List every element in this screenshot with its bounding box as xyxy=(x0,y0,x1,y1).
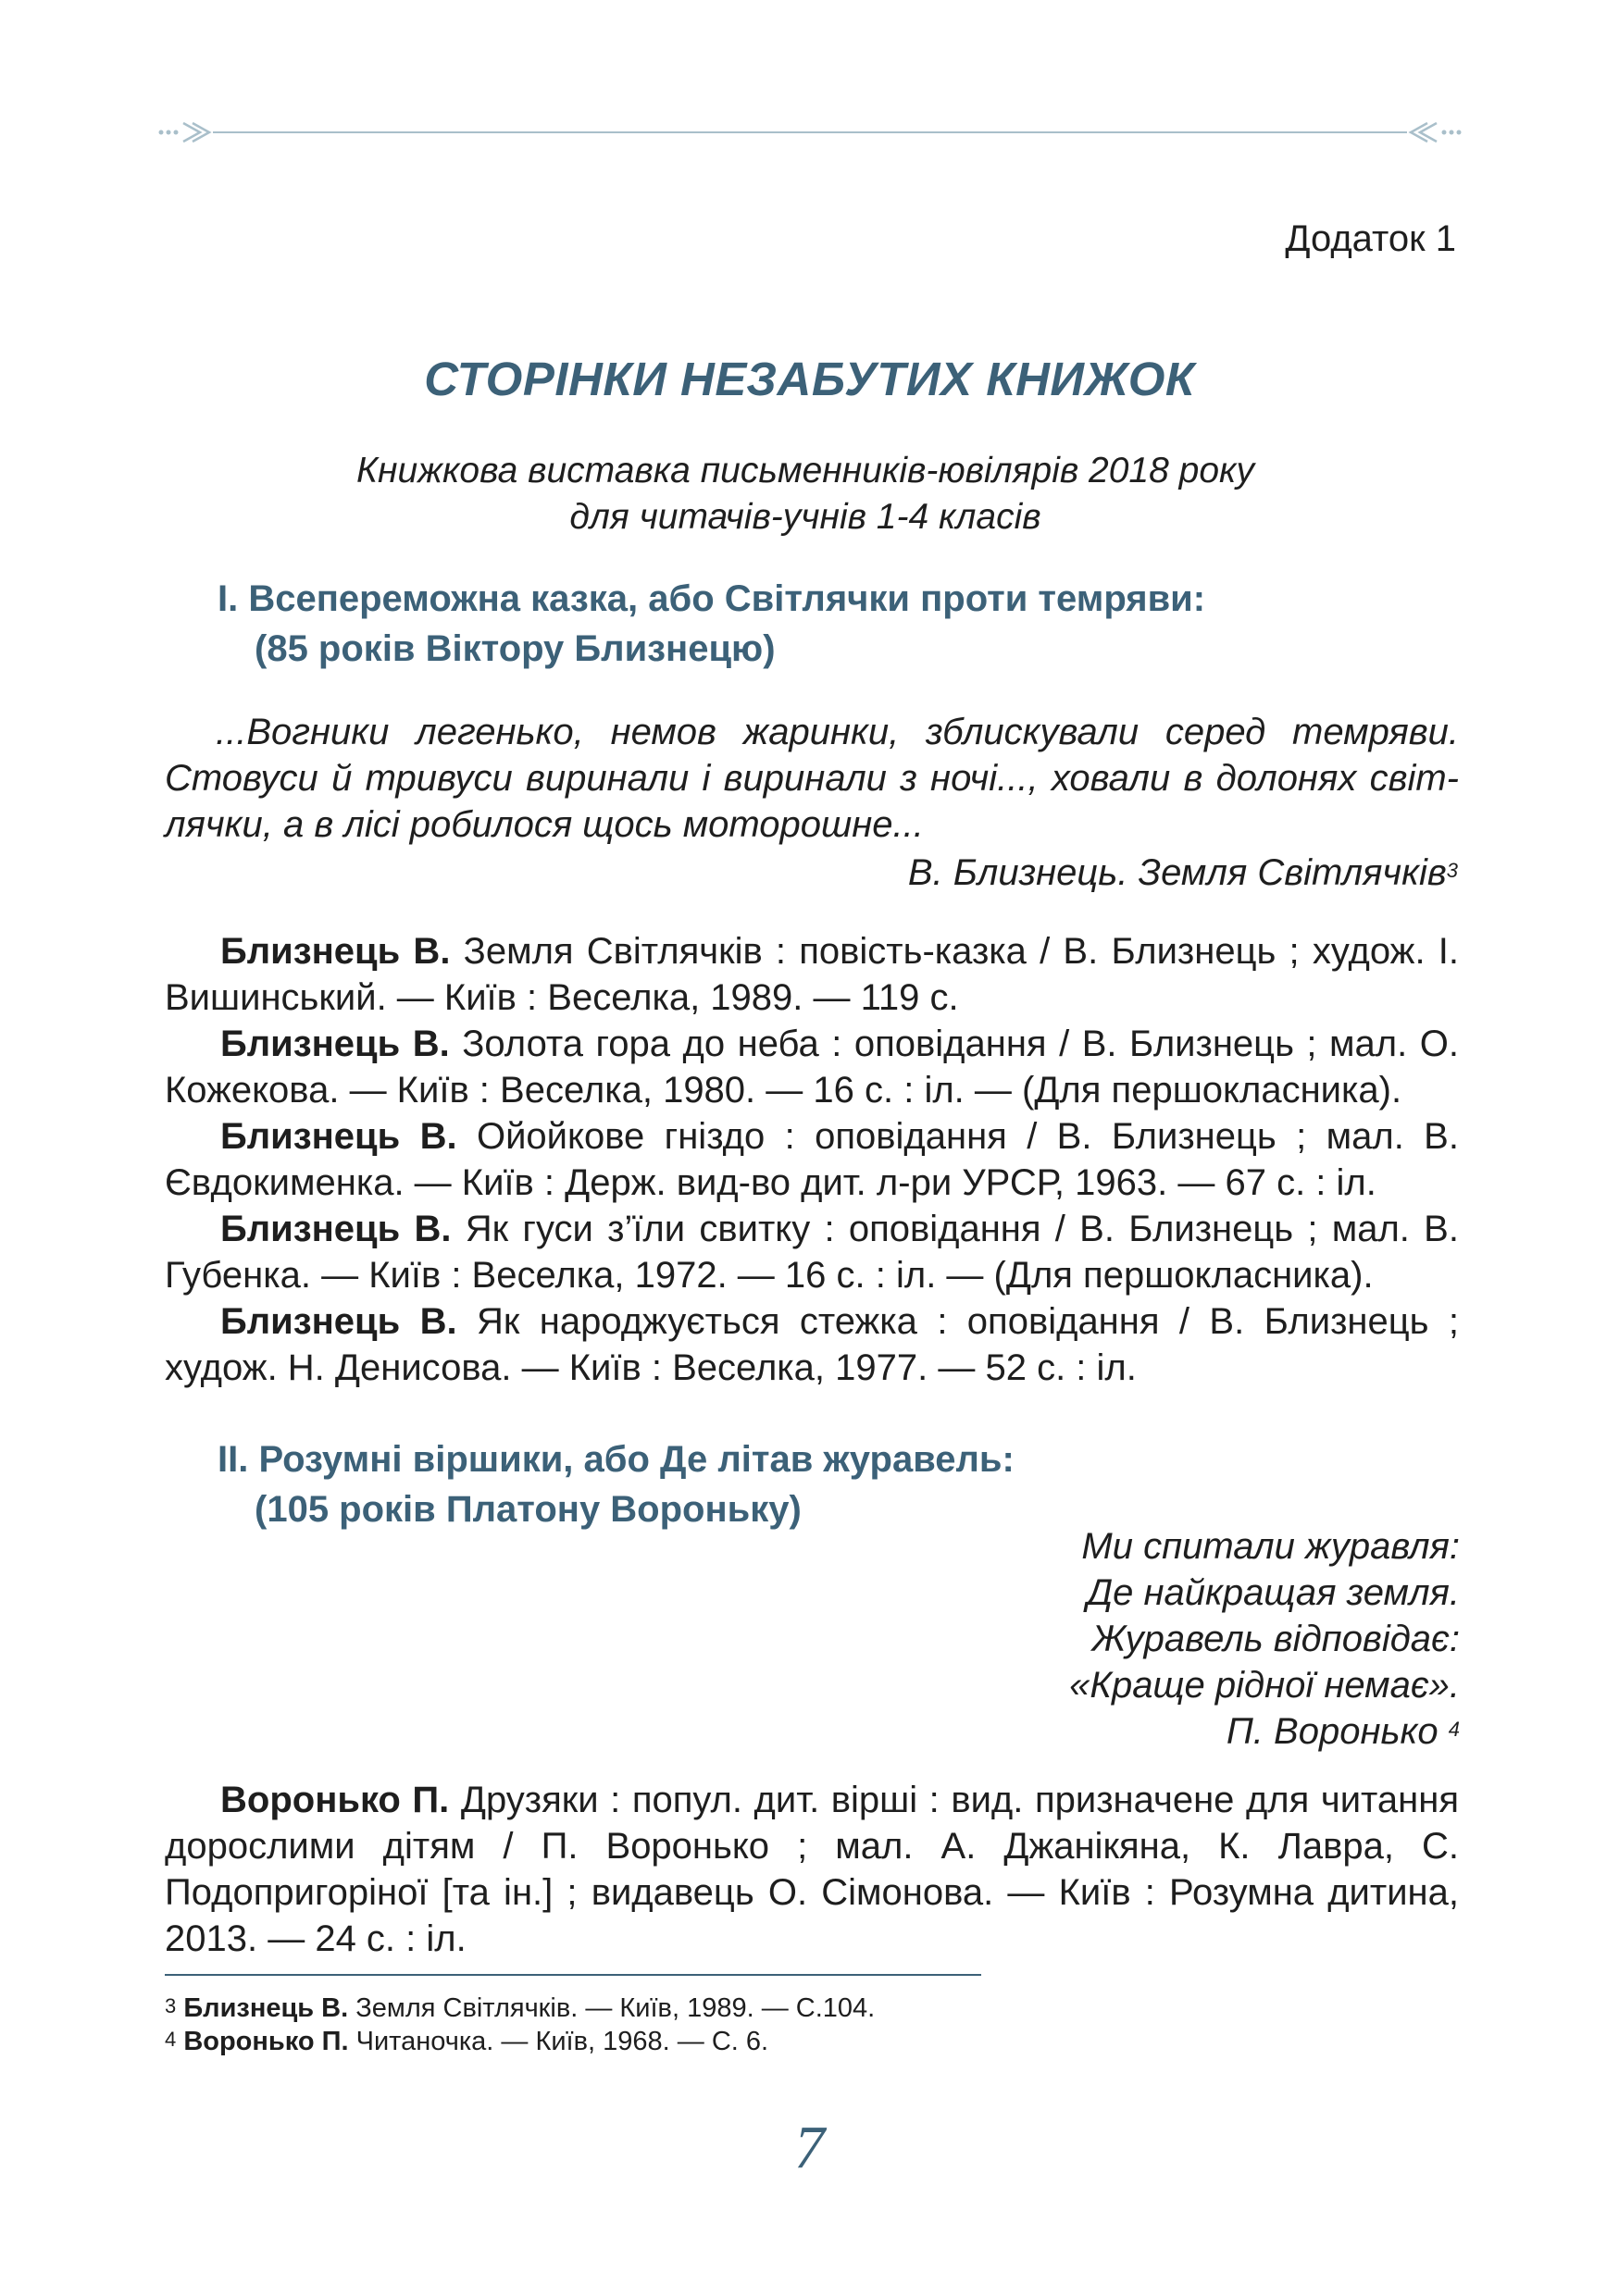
section-heading-line: (85 років Віктору Близнецю) xyxy=(255,628,776,669)
quote-line: лячки, а в лісі робилося щось моторошне... xyxy=(165,804,924,845)
reference-author: Воронько П. xyxy=(220,1780,450,1820)
poem-line: Журавель відповідає: xyxy=(1091,1619,1460,1659)
subtitle-line: Книжкова виставка письменників-ювілярів 2018 року xyxy=(356,451,1254,490)
poem-epigraph xyxy=(1069,1523,1460,1755)
page-number: 7 xyxy=(794,2114,825,2181)
footnote-text: Читаночка. — Київ, 1968. — С. 6. xyxy=(355,2027,769,2056)
quote-attribution xyxy=(908,850,1458,896)
poem-line: Де найкращая земля. xyxy=(1086,1572,1460,1613)
reference-text: Як народжується стежка : оповідання / В. Близнець ; худож. Н. Денисова. — Київ : Веселка, 1977. — 52 с. : іл. xyxy=(165,1301,1459,1388)
footnote-mark: 4 xyxy=(1448,1718,1460,1741)
reference-author: Близнець В. xyxy=(220,1116,457,1157)
reference-entry xyxy=(165,928,1459,1021)
reference-entry xyxy=(165,1113,1459,1206)
reference-text: Ойойкове гніздо : оповідання / В. Близнець ; мал. В. Євдокименка. — Київ : Держ. вид-во дит. л-ри УРСР, 1963. — 67 с. : іл. xyxy=(165,1116,1459,1203)
appendix-label: Додаток 1 xyxy=(1285,218,1456,259)
poem-author: П. Воронько xyxy=(1226,1711,1438,1752)
reference-list-1 xyxy=(165,928,1459,1391)
reference-entry xyxy=(165,1206,1459,1298)
footnote-author: Близнець В. xyxy=(183,1993,349,2023)
poem-line: Ми спитали журавля: xyxy=(1081,1526,1460,1567)
footnotes xyxy=(165,1992,875,2058)
quote-line: ...Вогники легенько, немов жаринки, зблискували серед темряви. xyxy=(216,712,1459,752)
reference-author: Близнець В. xyxy=(220,931,451,972)
footnote xyxy=(165,2025,875,2058)
header-ornament xyxy=(157,116,1463,149)
page-title: СТОРІНКИ НЕЗАБУТИХ КНИЖОК xyxy=(424,353,1195,405)
section-heading-line: ІІ. Розумні віршики, або Де літав журавель: xyxy=(218,1439,1015,1480)
reference-entry xyxy=(165,1777,1459,1962)
reference-text: Як гуси з’їли свитку : оповідання / В. Близнець ; мал. В. Губенка. — Київ : Веселка, 1972. — 16 с. : іл. — (Для першокласника). xyxy=(165,1209,1459,1296)
reference-entry xyxy=(165,1021,1459,1113)
reference-author: Близнець В. xyxy=(220,1209,452,1249)
section-1-heading xyxy=(218,574,1458,674)
reference-list-2 xyxy=(165,1777,1459,1962)
subtitle-line: для читачів-учнів 1-4 класів xyxy=(569,497,1041,537)
section-heading-line: (105 років Платону Вороньку) xyxy=(255,1489,802,1530)
reference-text: Друзяки : попул. дит. вірші : вид. призначене для читання дорослими дітям / П. Воронько ; мал. А. Джанікяна, К. Лавра, С. Подопригоріної [та ін.] ; видавець О. Сімонова. — Київ : Розумна дитина, 2013. — 24 с. : іл. xyxy=(165,1780,1460,1959)
subtitle xyxy=(259,448,1351,540)
quote-author: В. Близнець. Земля Світлячків xyxy=(907,852,1447,893)
footnote-divider xyxy=(165,1974,981,1976)
footnote-text: Земля Світлячків. — Київ, 1989. — С.104. xyxy=(355,1993,876,2023)
reference-entry xyxy=(165,1298,1459,1391)
footnote-author: Воронько П. xyxy=(183,2027,349,2056)
section-2-heading xyxy=(218,1434,1458,1534)
poem-line: «Краще рідної немає». xyxy=(1069,1665,1460,1706)
reference-author: Близнець В. xyxy=(220,1301,457,1342)
reference-author: Близнець В. xyxy=(220,1024,450,1064)
footnote-number: 3 xyxy=(165,1994,177,2017)
footnote-mark: 3 xyxy=(1446,859,1458,882)
section-heading-line: І. Всепереможна казка, або Світлячки проти темряви: xyxy=(218,578,1206,619)
epigraph-quote xyxy=(165,709,1459,848)
footnote-number: 4 xyxy=(165,2028,177,2051)
poem-attribution xyxy=(1069,1708,1460,1755)
reference-text: Золота гора до неба : оповідання / В. Близнець ; мал. О. Кожекова. — Київ : Веселка, 1980. — 16 с. : іл. — (Для першокласника). xyxy=(165,1024,1459,1111)
quote-line: Стовуси й тривуси виринали і виринали з ночі..., ховали в долонях світ- xyxy=(165,758,1459,799)
footnote xyxy=(165,1992,875,2025)
reference-text: Земля Світлячків : повість-казка / В. Близнець ; худож. І. Вишинський. — Київ : Веселка, 1989. — 119 с. xyxy=(165,931,1459,1018)
